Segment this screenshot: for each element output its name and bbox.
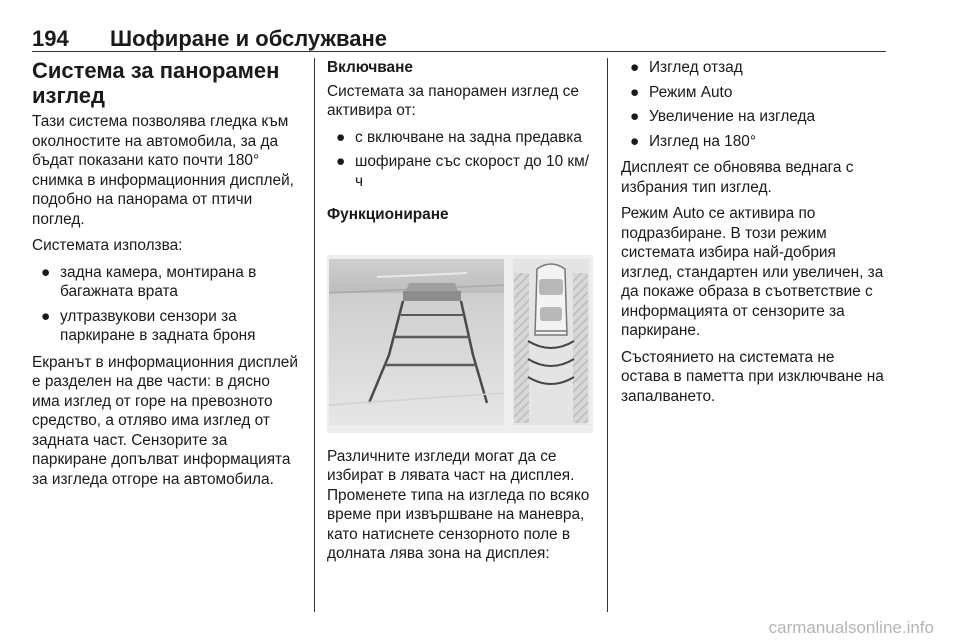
list-item: ● Увеличение на изгледа <box>630 108 816 125</box>
bullet-icon: ● <box>336 153 346 170</box>
bullet-icon: ● <box>630 59 640 76</box>
panoramic-display-illustration <box>327 255 593 433</box>
top-view <box>513 259 589 425</box>
section-title: Шофиране и обслужване <box>110 26 388 51</box>
memory-paragraph: Състоянието на системата не остава в паметта при изключване на запалването. <box>621 348 884 405</box>
list-item: ● Изглед отзад <box>630 59 743 76</box>
list-item: ● с включване на задна предавка <box>336 128 582 146</box>
function-heading: Функциониране <box>327 206 449 223</box>
list-item: ● Изглед на 180° <box>630 132 757 150</box>
bullet-icon: ● <box>41 307 51 325</box>
page-number: 194 <box>32 26 69 51</box>
rear-camera-view <box>329 259 504 425</box>
view-types-list <box>621 58 885 151</box>
uses-label: Системата използва: <box>32 237 183 254</box>
display-update-paragraph: Дисплеят се обновява веднага с избрания тип изглед. <box>621 159 854 196</box>
column-1 <box>32 58 300 496</box>
activation-list <box>327 128 593 192</box>
figure-description: Различните изгледи могат да се избират в лявата част на дисплея. Променете типа на изгледа по всяко време при извършване на маневра, като натиснете сензорното поле в долната лява зона на дисплея: <box>327 447 590 562</box>
activation-paragraph: Системата за панорамен изглед се активира от: <box>327 82 579 119</box>
list-item: ● Режим Auto <box>630 83 733 101</box>
screen-paragraph: Екранът в информационния дисплей е разделен на две части: в дясно има изглед от горе на превозното средство, а отляво има изглед от задната част. Сензорите за паркиране допълват информацията за изгледа отгоре на автомобила. <box>32 353 298 488</box>
list-item: ● шофиране със скорост до 10 км/ч <box>336 153 590 190</box>
activation-heading: Включване <box>327 59 413 76</box>
page-header <box>32 26 884 52</box>
bullet-icon: ● <box>336 128 346 146</box>
auto-mode-paragraph: Режим Auto се активира по подразбиране. В този режим системата избира най-добрия изглед, стандартен или увеличен, за да покаже образа в съответствие с информацията от сензорите за паркиране. <box>621 205 884 339</box>
section-heading: Система за панорамен изглед <box>32 58 280 108</box>
bullet-icon: ● <box>630 108 640 125</box>
bullet-icon: ● <box>41 263 51 281</box>
panoramic-view-figure <box>327 255 593 433</box>
header-rule <box>32 51 886 52</box>
bullet-icon: ● <box>630 132 640 150</box>
list-item: ● ултразвукови сензори за паркиране в задната броня <box>41 307 256 344</box>
bullet-icon: ● <box>630 83 640 101</box>
intro-paragraph: Тази система позволява гледка към околностите на автомобила, за да бъдат показани като почти 180° снимка в информационния дисплей, подобно на панорама от птичи поглед. <box>32 113 294 228</box>
column-divider <box>314 58 315 612</box>
column-divider <box>607 58 608 612</box>
watermark: carmanualsonline.info <box>768 618 934 637</box>
list-item: ● задна камера, монтирана в багажната врата <box>41 263 257 300</box>
uses-list <box>32 263 300 346</box>
column-3 <box>621 58 885 413</box>
column-2 <box>327 58 593 571</box>
